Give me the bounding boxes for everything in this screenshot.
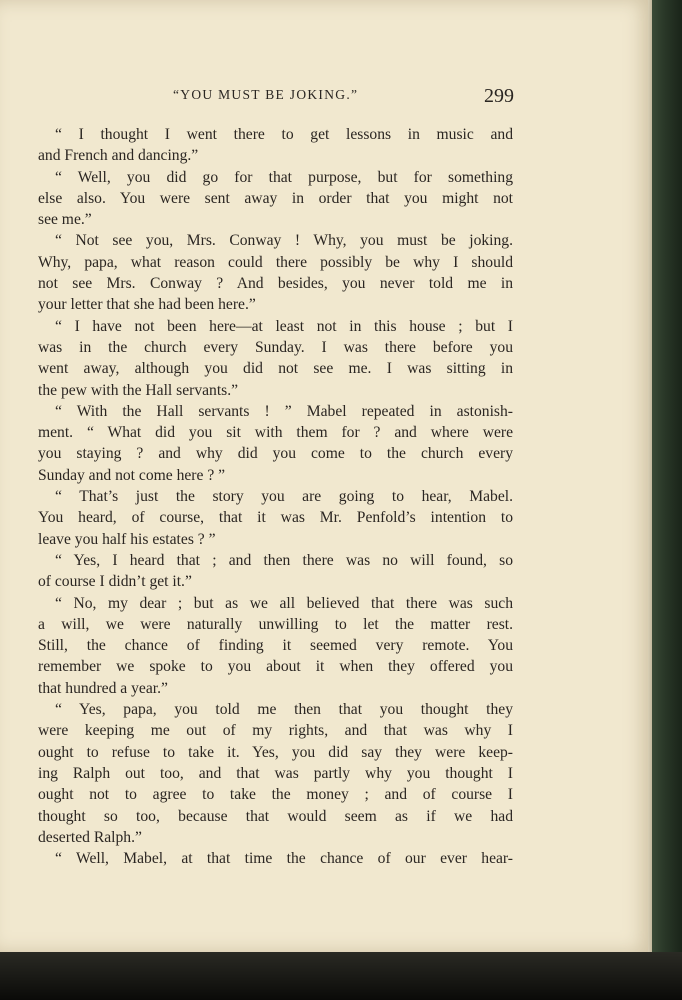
text-line: “ Yes, papa, you told me then that you thought they bbox=[55, 701, 513, 719]
text-line: “ No, my dear ; but as we all believed that there was such bbox=[55, 594, 513, 612]
text-line: “ Well, you did go for that purpose, but for something bbox=[55, 168, 513, 186]
text-line: “ That’s just the story you are going to hear, Mabel. bbox=[55, 488, 513, 506]
text-line: You heard, of course, that it was Mr. Penfold’s intention to bbox=[38, 509, 513, 527]
text-line: “ Not see you, Mrs. Conway ! Why, you must be joking. bbox=[55, 232, 513, 250]
text-line: thought so too, because that would seem as if we had bbox=[38, 807, 513, 825]
text-line: ought not to agree to take the money ; and of course I bbox=[38, 786, 513, 804]
text-line: Sunday and not come here ? ” bbox=[38, 466, 226, 484]
text-line: ment. “ What did you sit with them for ? and where were bbox=[38, 424, 513, 442]
page-number: 299 bbox=[484, 85, 514, 107]
scan-bottom-margin bbox=[0, 952, 682, 1000]
text-line: leave you half his estates ? ” bbox=[38, 530, 216, 548]
text-line: “ Well, Mabel, at that time the chance of our ever hear- bbox=[55, 850, 513, 868]
text-line: remember we spoke to you about it when they offered you bbox=[38, 658, 513, 676]
text-line: Still, the chance of finding it seemed very remote. You bbox=[38, 637, 513, 655]
text-line: a will, we were naturally unwilling to let the matter rest. bbox=[38, 615, 513, 633]
text-line: else also. You were sent away in order that you might not bbox=[38, 189, 513, 207]
page-header bbox=[60, 87, 514, 109]
text-line: that hundred a year.” bbox=[38, 679, 168, 697]
text-line: “ With the Hall servants ! ” Mabel repeated in astonish- bbox=[55, 402, 513, 420]
text-line: and French and dancing.” bbox=[38, 147, 199, 165]
text-line: your letter that she had been here.” bbox=[38, 296, 256, 314]
text-line: ought to refuse to take it. Yes, you did say they were keep- bbox=[38, 743, 513, 761]
text-line: see me.” bbox=[38, 211, 92, 229]
text-line: “ I have not been here—at least not in this house ; but I bbox=[55, 317, 513, 335]
text-line: the pew with the Hall servants.” bbox=[38, 381, 239, 399]
text-line: Why, papa, what reason could there possibly be why I should bbox=[38, 253, 513, 271]
text-line: was in the church every Sunday. I was there before you bbox=[38, 338, 513, 356]
text-line: you staying ? and why did you come to the church every bbox=[38, 445, 513, 463]
text-line: not see Mrs. Conway ? And besides, you never told me in bbox=[38, 275, 513, 293]
text-line: ing Ralph out too, and that was partly why you thought I bbox=[38, 764, 513, 782]
body-text bbox=[38, 124, 513, 869]
text-line: were keeping me out of my rights, and that was why I bbox=[38, 722, 513, 740]
text-line: “ Yes, I heard that ; and then there was no will found, so bbox=[55, 551, 513, 569]
text-line: “ I thought I went there to get lessons in music and bbox=[55, 126, 513, 143]
text-line: of course I didn’t get it.” bbox=[38, 573, 192, 591]
text-line: went away, although you did not see me. I was sitting in bbox=[38, 360, 513, 378]
text-line: deserted Ralph.” bbox=[38, 828, 142, 846]
book-cover-edge bbox=[652, 0, 682, 952]
running-title: “YOU MUST BE JOKING.” bbox=[173, 87, 359, 102]
